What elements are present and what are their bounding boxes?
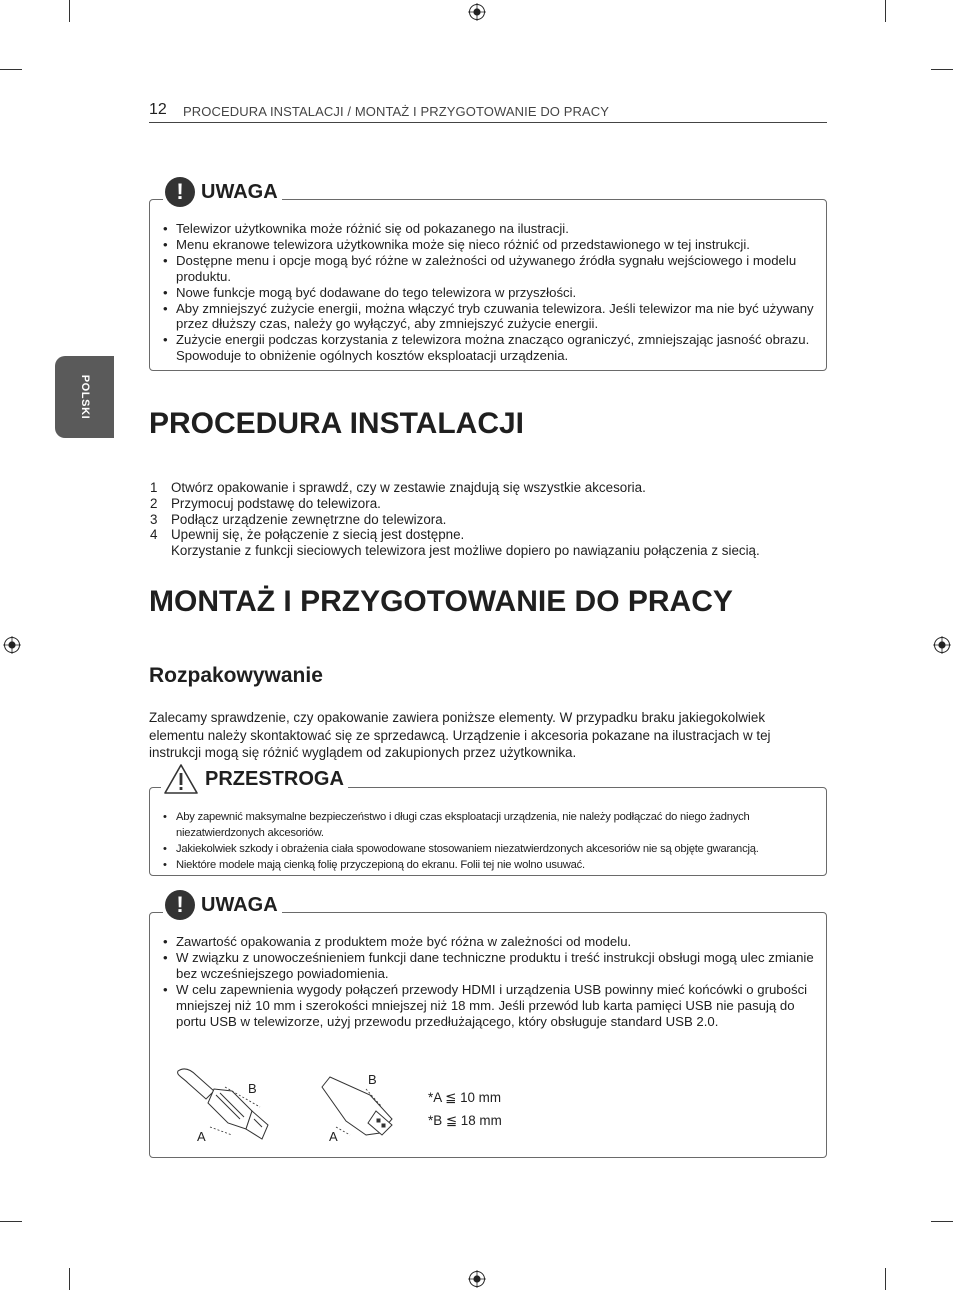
caution-box (149, 767, 827, 876)
step-text: Upewnij się, że połączenie z siecią jest dostępne. (171, 527, 465, 543)
note-list (162, 221, 814, 364)
step-number: 2 (150, 495, 158, 511)
list-item: • Dostępne menu i opcje mogą być różne w zależności od używanego źródła sygnału wejściowego i modelu produktu. (162, 253, 814, 285)
list-item: • Nowe funkcje mogą być dodawane do tego telewizora w przyszłości. (162, 285, 814, 301)
section-heading: MONTAŻ I PRZYGOTOWANIE DO PRACY (149, 585, 733, 618)
list-item: • Telewizor użytkownika może różnić się od pokazanego na ilustracji. (162, 221, 814, 237)
list-item: • Aby zapewnić maksymalne bezpieczeństwo i długi czas eksploatacji urządzenia, nie należy podłączać do niego żadnych niezatwierdzonych akcesoriów. (162, 809, 814, 841)
usb-stick-illustration (322, 1077, 392, 1135)
connector-size-diagram (170, 1063, 430, 1147)
list-item (149, 512, 829, 528)
note-title (163, 890, 282, 920)
step-subtext: Korzystanie z funkcji sieciowych telewizora jest możliwe dopiero po nawiązaniu połączenia z siecią. (171, 543, 760, 559)
exclamation-icon: ! (165, 177, 195, 207)
list-item: • Zawartość opakowania z produktem może być różna w zależności od modelu. (162, 934, 814, 950)
list-item (149, 480, 829, 496)
dimension-line (210, 1127, 232, 1135)
language-tab-label: POLSKI (78, 374, 91, 420)
step-text: Przymocuj podstawę do telewizora. (171, 495, 381, 511)
intro-paragraph: Zalecamy sprawdzenie, czy opakowanie zawiera poniższe elementy. W przypadku braku jakiegokolwiek elementu należy skontaktować się ze sprzedawcą. Urządzenie i akcesoria pokazane na ilustracjach w tej instrukcji mogą się różnić wyglądem od zakupionych przez użytkownika. (149, 710, 771, 760)
note-box (149, 179, 827, 371)
list-item (149, 527, 829, 559)
registration-mark-icon (468, 1270, 486, 1288)
label-b: B (248, 1081, 257, 1096)
dimension-line (336, 1127, 350, 1135)
list-item: • W celu zapewnienia wygody połączeń przewody HDMI i urządzenia USB powinny mieć końcówki o grubości mniejszej niż 10 mm i szerokości mniejszej niż 18 mm. Jeśli przewód lub karta pamięci USB nie pasują do portu USB w telewizorze, użyj przewodu przedłużającego, który obsługuje standard USB 2.0. (162, 982, 814, 1030)
crop-mark (885, 0, 886, 22)
crop-mark (931, 69, 953, 70)
crop-mark (69, 1268, 70, 1290)
list-item (149, 496, 829, 512)
label-b: B (368, 1072, 377, 1087)
list-item: • Aby zmniejszyć zużycie energii, można włączyć tryb czuwania telewizora. Jeśli telewizor ma nie być używany przez dłuższy czas, należy go wyłączyć, aby zmniejszyć zużycie energii. (162, 301, 814, 333)
crop-mark (931, 1221, 953, 1222)
caution-list (162, 809, 814, 873)
label-a: A (329, 1129, 338, 1144)
crop-mark (0, 1221, 22, 1222)
list-item: • Niektóre modele mają cienką folię przyczepioną do ekranu. Folii tej nie wolno usuwać. (162, 857, 814, 873)
crop-mark (69, 0, 70, 22)
section-heading: PROCEDURA INSTALACJI (149, 407, 525, 440)
registration-mark-icon (933, 636, 951, 654)
note-box (149, 892, 827, 1158)
list-item: • W związku z unowocześnieniem funkcji dane techniczne produktu i treść instrukcji obsługi mogą ulec zmianie bez wcześniejszego powiadomienia. (162, 950, 814, 982)
list-item: • Menu ekranowe telewizora użytkownika może się nieco różnić od przedstawionego w tej instrukcji. (162, 237, 814, 253)
language-tab (55, 356, 114, 438)
step-number: 3 (150, 511, 158, 527)
warning-triangle-icon (163, 763, 199, 795)
note-title (163, 177, 282, 207)
crop-mark (0, 69, 22, 70)
note-title-text: UWAGA (201, 893, 278, 916)
list-item: • Jakiekolwiek szkody i obrażenia ciała spowodowane stosowaniem niezatwierdzonych akcesoriów nie są objęte gwarancją. (162, 841, 814, 857)
note-title-text: UWAGA (201, 180, 278, 203)
install-steps (149, 480, 829, 559)
header-title: PROCEDURA INSTALACJI / MONTAŻ I PRZYGOTOWANIE DO PRACY (183, 104, 610, 119)
step-text: Otwórz opakowanie i sprawdź, czy w zestawie znajdują się wszystkie akcesoria. (171, 480, 646, 495)
crop-mark (885, 1268, 886, 1290)
list-item: • Zużycie energii podczas korzystania z telewizora można znacząco ograniczyć, zmniejszając jasność obrazu. Spowoduje to obniżenie ogólnych kosztów eksploatacji urządzenia. (162, 332, 814, 364)
note-list (162, 934, 814, 1029)
registration-mark-icon (3, 636, 21, 654)
dimension-a-text: *A ≦ 10 mm (428, 1090, 501, 1105)
page-number: 12 (149, 101, 167, 118)
caution-title-text: PRZESTROGA (205, 767, 344, 790)
subsection-heading: Rozpakowywanie (149, 664, 323, 687)
page-header (149, 101, 827, 123)
caution-title (161, 763, 348, 795)
registration-mark-icon (468, 3, 486, 21)
step-text: Podłącz urządzenie zewnętrzne do telewizora. (171, 511, 447, 527)
step-number: 1 (150, 480, 158, 495)
step-number: 4 (150, 527, 158, 543)
exclamation-icon: ! (165, 890, 195, 920)
label-a: A (197, 1129, 206, 1144)
dimension-b-text: *B ≦ 18 mm (428, 1113, 502, 1128)
